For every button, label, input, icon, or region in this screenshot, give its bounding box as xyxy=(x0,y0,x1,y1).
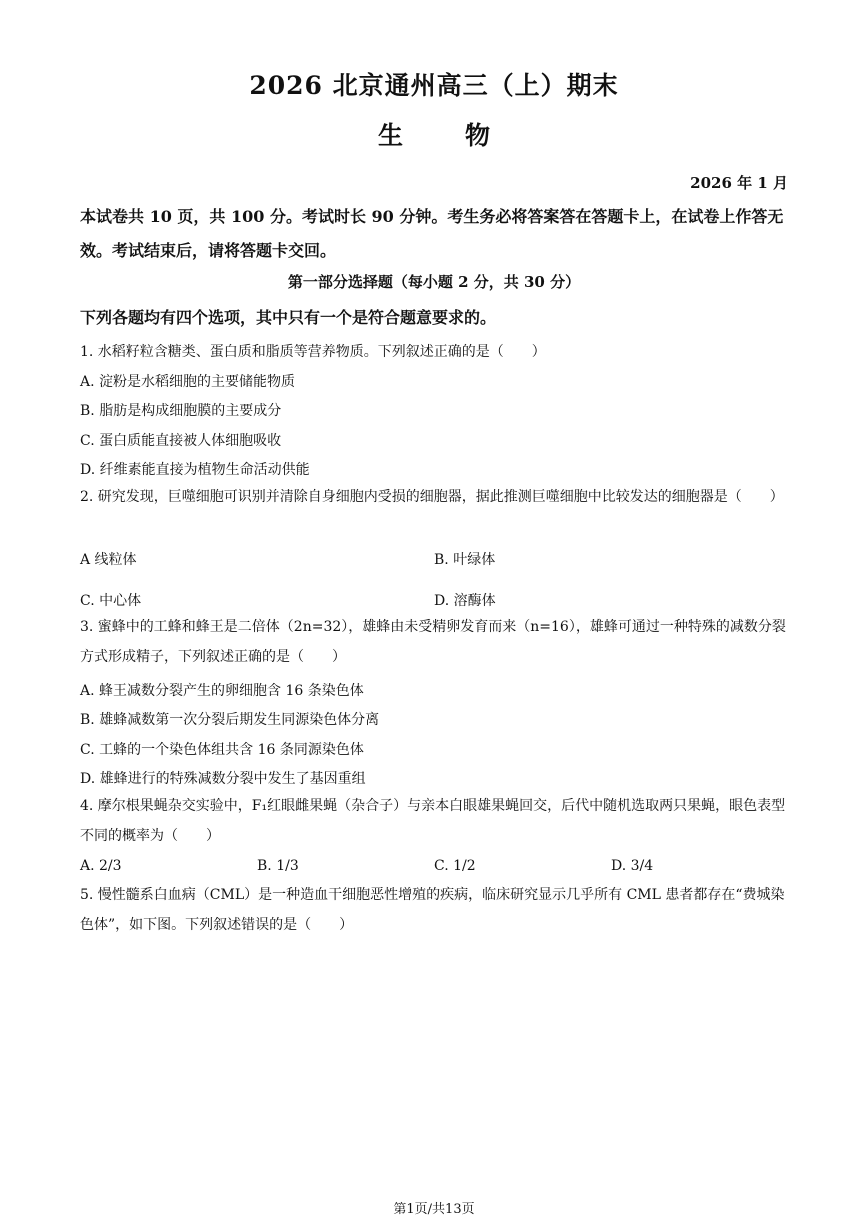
question-3-stem: 3. 蜜蜂中的工蜂和蜂王是二倍体（2n=32），雄蜂由未受精卵发育而来（n=16），雄蜂可通过一种特殊的减数分裂方式形成精子，下列叙述正确的是（ ） xyxy=(80,619,786,665)
question-3-option-a: A. 蜂王减数分裂产生的卵细胞含 16 条染色体 xyxy=(80,683,364,699)
question-1-option-c: C. 蛋白质能直接被人体细胞吸收 xyxy=(80,433,282,449)
page-footer: 第1页/共13页 xyxy=(393,1202,475,1217)
exam-notice: 本试卷共 10 页，共 100 分。考试时长 90 分钟。考生务必将答案答在答题卡上，在试卷上作答无效。考试结束后，请将答题卡交回。 xyxy=(80,207,784,260)
question-4-stem: 4. 摩尔根果蝇杂交实验中，F₁红眼雌果蝇（杂合子）与亲本白眼雄果蝇回交，后代中随机选取两只果蝇，眼色表型不同的概率为（ ） xyxy=(80,798,786,844)
question-1-option-a: A. 淀粉是水稻细胞的主要储能物质 xyxy=(80,374,296,390)
question-1-option-b: B. 脂肪是构成细胞膜的主要成分 xyxy=(80,403,282,419)
exam-date: 2026 年 1 月 xyxy=(690,174,788,192)
question-2-option-a: A 线粒体 xyxy=(80,552,137,568)
question-4-option-b: B. 1/3 xyxy=(257,858,299,874)
question-2-option-c: C. 中心体 xyxy=(80,593,142,609)
question-3-option-d: D. 雄蜂进行的特殊减数分裂中发生了基因重组 xyxy=(80,771,366,787)
question-4-option-d: D. 3/4 xyxy=(611,858,654,874)
section-title: 第一部分选择题（每小题 2 分，共 30 分） xyxy=(287,273,581,291)
question-1-stem: 1. 水稻籽粒含糖类、蛋白质和脂质等营养物质。下列叙述正确的是（ ） xyxy=(80,344,546,360)
subject-char-1: 生 xyxy=(377,121,403,150)
question-2-option-b: B. 叶绿体 xyxy=(434,552,496,568)
question-3-option-b: B. 雄蜂减数第一次分裂后期发生同源染色体分离 xyxy=(80,712,380,728)
subject-title xyxy=(0,116,868,152)
subject-char-2: 物 xyxy=(465,121,491,150)
section-instruction: 下列各题均有四个选项，其中只有一个是符合题意要求的。 xyxy=(80,308,497,327)
question-2-stem: 2. 研究发现，巨噬细胞可识别并清除自身细胞内受损的细胞器，据此推测巨噬细胞中比较发达的细胞器是（ ） xyxy=(80,489,784,505)
exam-title: 2026 北京通州高三（上）期末 xyxy=(249,71,619,100)
question-4-option-c: C. 1/2 xyxy=(434,858,476,874)
question-5-stem: 5. 慢性髓系白血病（CML）是一种造血干细胞恶性增殖的疾病，临床研究显示几乎所有 CML 患者都存在“费城染色体”，如下图。下列叙述错误的是（ ） xyxy=(80,887,785,933)
question-3-option-c: C. 工蜂的一个染色体组共含 16 条同源染色体 xyxy=(80,742,364,758)
question-4-option-a: A. 2/3 xyxy=(80,858,122,874)
question-1-option-d: D. 纤维素能直接为植物生命活动供能 xyxy=(80,462,310,478)
question-2-option-d: D. 溶酶体 xyxy=(434,593,496,609)
